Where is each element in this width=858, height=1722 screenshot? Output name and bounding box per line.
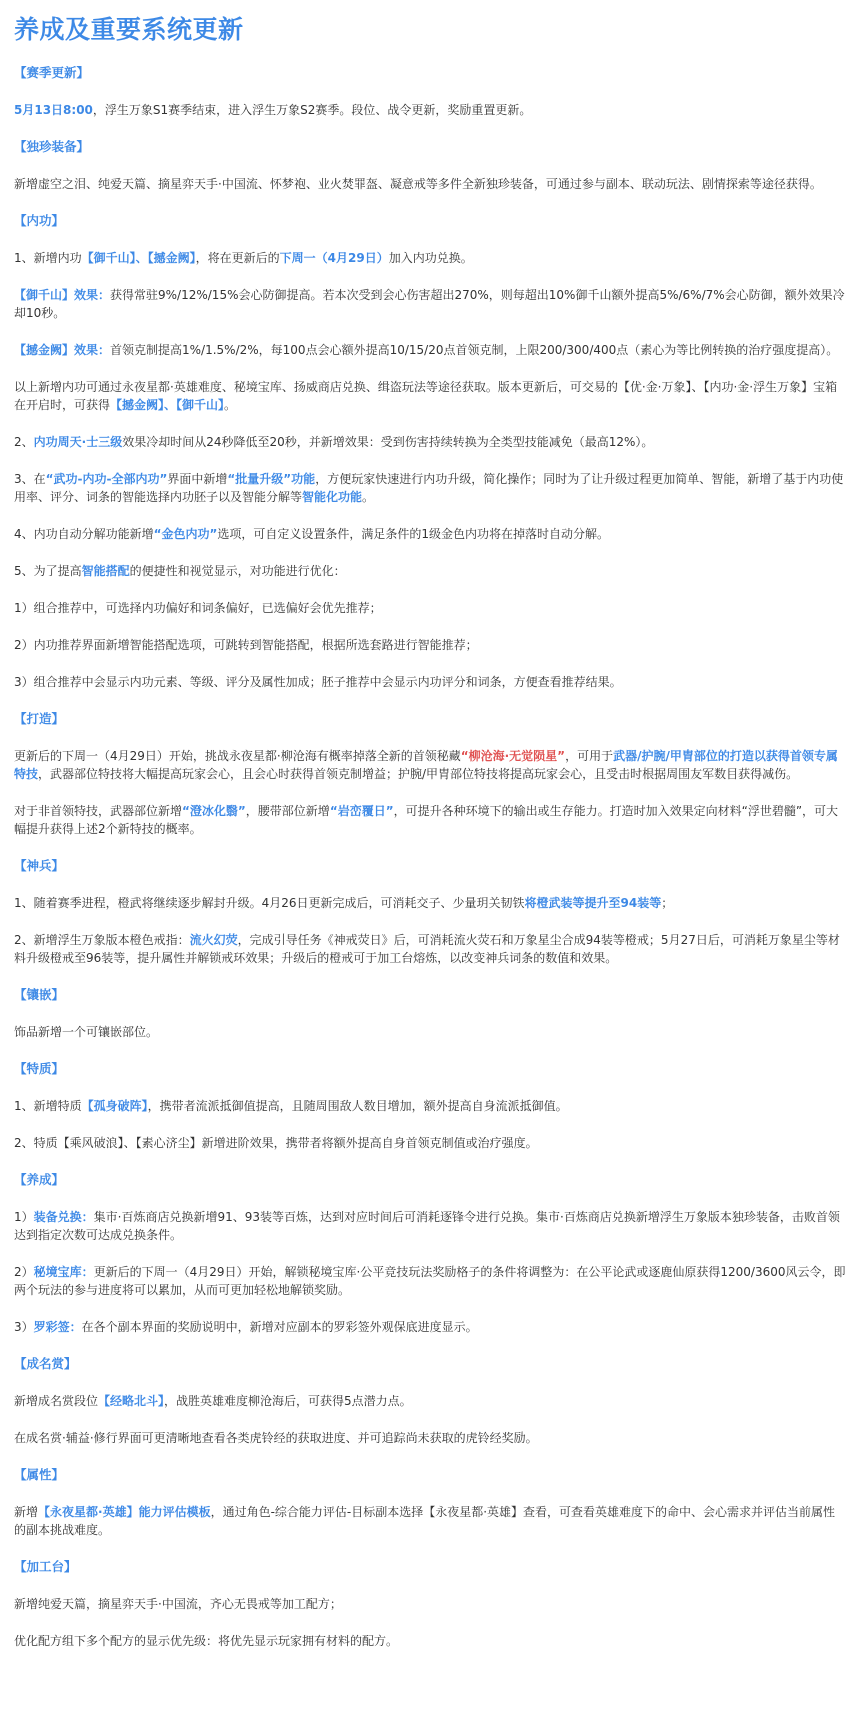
section-heading: 【属性】 bbox=[14, 1467, 65, 1482]
section-heading: 【打造】 bbox=[14, 711, 65, 726]
text-run: 在成名赏·辅益·修行界面可更清晰地查看各类虎铃经的获取进度、并可追踪尚未获取的虎铃经奖励。 bbox=[14, 1431, 538, 1445]
highlight-text: 【永夜星都·英雄】能力评估模板 bbox=[38, 1505, 211, 1519]
text-run: 2） bbox=[14, 1265, 34, 1279]
text-run: 。 bbox=[224, 398, 237, 412]
section-heading: 【加工台】 bbox=[14, 1559, 77, 1574]
section-heading: 【成名赏】 bbox=[14, 1356, 77, 1371]
highlight-text: 【御千山】、【撼金阙】 bbox=[81, 251, 196, 265]
text-run: ，浮生万象S1赛季结束，进入浮生万象S2赛季。段位、战令更新，奖励重置更新。 bbox=[92, 103, 532, 117]
highlight-text: 【撼金阙】、【御千山】 bbox=[110, 398, 225, 412]
text-run: 新增成名赏段位 bbox=[14, 1394, 99, 1408]
paragraph bbox=[14, 1097, 846, 1115]
paragraph bbox=[14, 599, 846, 617]
text-run: 2、新增浮生万象版本橙色戒指： bbox=[14, 933, 190, 947]
text-run: ，战胜英雄难度柳沧海后，可获得5点潜力点。 bbox=[164, 1394, 412, 1408]
paragraph bbox=[14, 433, 846, 451]
text-run: 3、在 bbox=[14, 472, 46, 486]
paragraph bbox=[14, 1318, 846, 1336]
highlight-text: 【御千山】效果： bbox=[14, 288, 111, 302]
text-run: 对于非首领特技，武器部位新增 bbox=[14, 804, 183, 818]
text-run: ，携带者流派抵御值提高，且随周围敌人数目增加，额外提高自身流派抵御值。 bbox=[147, 1099, 568, 1113]
text-run: ，可用于 bbox=[565, 749, 614, 763]
paragraph bbox=[14, 249, 846, 267]
text-run: 1、新增内功 bbox=[14, 251, 82, 265]
paragraph bbox=[14, 525, 846, 543]
paragraph bbox=[14, 562, 846, 580]
text-run: 优化配方组下多个配方的显示优先级：将优先显示玩家拥有材料的配方。 bbox=[14, 1634, 399, 1648]
highlight-text: 罗彩签： bbox=[33, 1320, 82, 1334]
paragraph bbox=[14, 101, 846, 119]
section-heading: 【独珍装备】 bbox=[14, 139, 90, 154]
text-run: 以上新增内功可通过永夜星都·英雄难度、秘境宝库、扬威商店兑换、缉盗玩法等途径获取。版本更新后，可交易的【优·金·万象】、【内功·金·浮生万象】宝箱在开启时，可获得 bbox=[14, 380, 838, 412]
highlight-text: 秘境宝库： bbox=[33, 1265, 94, 1279]
section-heading: 【特质】 bbox=[14, 1061, 65, 1076]
highlight-text: “柳沧海·无觉陨星” bbox=[460, 749, 566, 763]
text-run: 3） bbox=[14, 1320, 34, 1334]
text-run: 1、新增特质 bbox=[14, 1099, 82, 1113]
article-body bbox=[14, 64, 846, 1650]
paragraph bbox=[14, 747, 846, 783]
text-run: 1、随着赛季进程，橙武将继续逐步解封升级。4月26日更新完成后，可消耗交子、少量玥关韧铁 bbox=[14, 896, 525, 910]
text-run: 。 bbox=[362, 490, 375, 504]
paragraph bbox=[14, 1429, 846, 1447]
text-run: 加入内功兑换。 bbox=[388, 251, 473, 265]
text-run: 3）组合推荐中会显示内功元素、等级、评分及属性加成；胚子推荐中会显示内功评分和词条，方便查看推荐结果。 bbox=[14, 675, 622, 689]
text-run: ，可提升各种环境下的输出或生存能力。打造时加入效果定向材料“浮世碧髓”，可大幅提升获得上述2个新特技的概率。 bbox=[14, 804, 839, 836]
page-title: 养成及重要系统更新 bbox=[14, 15, 244, 44]
text-run: 4、内功自动分解功能新增 bbox=[14, 527, 154, 541]
text-run: ，腰带部位新增 bbox=[245, 804, 330, 818]
text-run: ，将在更新后的 bbox=[195, 251, 280, 265]
paragraph bbox=[14, 378, 846, 414]
paragraph bbox=[14, 1632, 846, 1650]
paragraph bbox=[14, 1023, 846, 1041]
paragraph bbox=[14, 1134, 846, 1152]
paragraph bbox=[14, 931, 846, 967]
section-heading: 【镶嵌】 bbox=[14, 987, 65, 1002]
highlight-text: 装备兑换： bbox=[33, 1210, 94, 1224]
paragraph bbox=[14, 1595, 846, 1613]
text-run: ，武器部位特技将大幅提高玩家会心，且会心时获得首领克制增益；护腕/甲胄部位特技将提高玩家会心，且受击时根据周围友军数目获得减伤。 bbox=[38, 767, 799, 781]
highlight-text: 内功周天·士三级 bbox=[33, 435, 123, 449]
paragraph bbox=[14, 894, 846, 912]
paragraph bbox=[14, 286, 846, 322]
paragraph bbox=[14, 636, 846, 654]
text-run: 更新后的下周一（4月29日）开始，挑战永夜星都·柳沧海有概率掉落全新的首领秘藏 bbox=[14, 749, 461, 763]
paragraph bbox=[14, 1263, 846, 1299]
text-run: 集市·百炼商店兑换新增91、93装等百炼，达到对应时间后可消耗逐锋令进行兑换。集市·百炼商店兑换新增浮生万象版本独珍装备，击败首领达到指定次数可达成兑换条件。 bbox=[14, 1210, 840, 1242]
text-run: ，方便玩家快速进行内功升级，简化操作；同时为了让升级过程更加简单、智能，新增了基于内功使用率、评分、词条的智能选择内功胚子以及智能分解等 bbox=[14, 472, 844, 504]
highlight-text: “批量升级”功能 bbox=[227, 472, 316, 486]
text-run: ； bbox=[661, 896, 674, 910]
section-heading: 【养成】 bbox=[14, 1172, 65, 1187]
text-run: 获得常驻9%/12%/15%会心防御提高。若本次受到会心伤害超出270%，则每超出10%御千山额外提高5%/6%/7%会心防御，额外效果冷却10秒。 bbox=[14, 288, 845, 320]
text-run: 2）内功推荐界面新增智能搭配选项，可跳转到智能搭配，根据所选套路进行智能推荐； bbox=[14, 638, 478, 652]
paragraph bbox=[14, 1392, 846, 1410]
text-run: ，完成引导任务《神戒荧日》后，可消耗流火荧石和万象星尘合成94装等橙戒；5月27日后，可消耗万象星尘等材料升级橙戒至96装等，提升属性并解锁戒环效果；升级后的橙戒可于加工台熔炼，以改变神兵词条的数值和效果。 bbox=[14, 933, 840, 965]
text-run: 5、为了提高 bbox=[14, 564, 82, 578]
paragraph bbox=[14, 470, 846, 506]
highlight-text: 将橙武装等提升至94装等 bbox=[524, 896, 662, 910]
text-run: 饰品新增一个可镶嵌部位。 bbox=[14, 1025, 159, 1039]
text-run: 的便捷性和视觉显示，对功能进行优化： bbox=[129, 564, 346, 578]
highlight-text: “澄冰化翳” bbox=[182, 804, 246, 818]
text-run: 1）组合推荐中，可选择内功偏好和词条偏好，已选偏好会优先推荐； bbox=[14, 601, 382, 615]
text-run: 新增虚空之泪、纯爱天篇、摘星弈天手·中国流、怀梦袍、业火焚罪盔、凝意戒等多件全新独珍装备，可通过参与副本、联动玩法、剧情探索等途径获得。 bbox=[14, 177, 822, 191]
paragraph bbox=[14, 802, 846, 838]
paragraph bbox=[14, 673, 846, 691]
text-run: ，通过角色-综合能力评估-目标副本选择【永夜星都·英雄】查看，可查看英雄难度下的命中、会心需求并评估当前属性的副本挑战难度。 bbox=[14, 1505, 836, 1537]
section-heading: 【赛季更新】 bbox=[14, 65, 90, 80]
text-run: 选项，可自定义设置条件，满足条件的1级金色内功将在掉落时自动分解。 bbox=[217, 527, 610, 541]
highlight-text: 武器/护腕/甲胄部位的打造以获得首领专属特技 bbox=[14, 749, 838, 781]
text-run: 在各个副本界面的奖励说明中，新增对应副本的罗彩签外观保底进度显示。 bbox=[81, 1320, 478, 1334]
highlight-text: “武功-内功-全部内功” bbox=[45, 472, 168, 486]
highlight-text: 5月13日8:00 bbox=[14, 103, 93, 117]
highlight-text: 流火幻荧 bbox=[189, 933, 238, 947]
section-heading: 【神兵】 bbox=[14, 858, 65, 873]
text-run: 2、特质【乘风破浪】、【素心济尘】新增进阶效果，携带者将额外提高自身首领克制值或治疗强度。 bbox=[14, 1136, 538, 1150]
paragraph bbox=[14, 341, 846, 359]
paragraph bbox=[14, 1503, 846, 1539]
highlight-text: “岩峦覆日” bbox=[329, 804, 394, 818]
highlight-text: 智能化功能 bbox=[302, 490, 363, 504]
highlight-text: “金色内功” bbox=[153, 527, 218, 541]
text-run: 新增 bbox=[14, 1505, 39, 1519]
highlight-text: 下周一（4月29日） bbox=[279, 251, 389, 265]
highlight-text: 【撼金阙】效果： bbox=[14, 343, 111, 357]
text-run: 首领克制提高1%/1.5%/2%，每100点会心额外提高10/15/20点首领克制，上限200/300/400点（素心为等比例转换的治疗强度提高）。 bbox=[110, 343, 839, 357]
highlight-text: 智能搭配 bbox=[81, 564, 130, 578]
text-run: 1） bbox=[14, 1210, 34, 1224]
text-run: 界面中新增 bbox=[167, 472, 228, 486]
highlight-text: 【经略北斗】 bbox=[98, 1394, 165, 1408]
text-run: 效果冷却时间从24秒降低至20秒，并新增效果：受到伤害持续转换为全类型技能减免（最高12%）。 bbox=[122, 435, 654, 449]
text-run: 2、 bbox=[14, 435, 34, 449]
paragraph bbox=[14, 1208, 846, 1244]
text-run: 新增纯爱天篇，摘星弈天手·中国流，齐心无畏戒等加工配方； bbox=[14, 1597, 342, 1611]
text-run: 更新后的下周一（4月29日）开始，解锁秘境宝库·公平竞技玩法奖励格子的条件将调整为：在公平论武或逐鹿仙原获得1200/3600风云令，即两个玩法的参与进度将可以累加，从而可更加轻松地解锁奖励。 bbox=[14, 1265, 846, 1297]
paragraph bbox=[14, 175, 846, 193]
highlight-text: 【孤身破阵】 bbox=[81, 1099, 148, 1113]
section-heading: 【内功】 bbox=[14, 213, 65, 228]
